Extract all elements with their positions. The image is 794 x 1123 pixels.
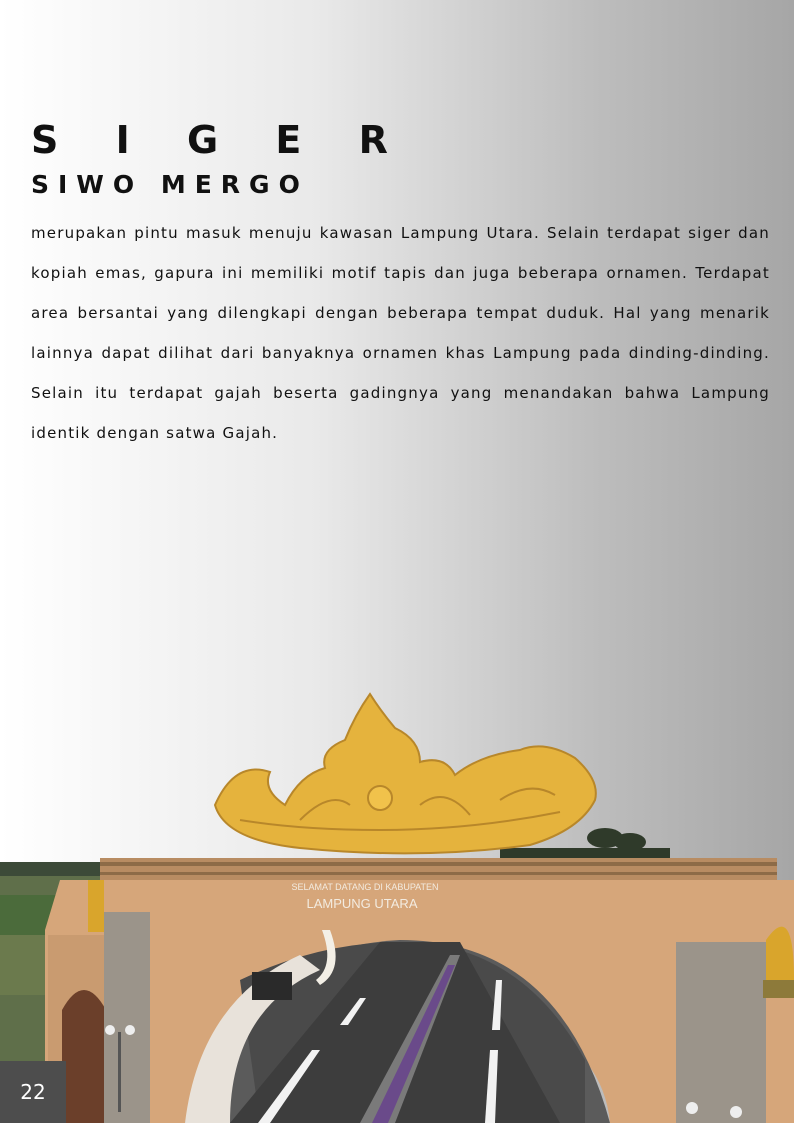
elephant-statue — [252, 972, 292, 1000]
gate-illustration — [0, 680, 794, 1123]
page-subtitle: SIWO MERGO — [31, 170, 309, 199]
siger-crown — [215, 694, 596, 853]
gate-sign-line-2: LAMPUNG UTARA — [306, 896, 418, 911]
left-gold-ornament — [88, 880, 104, 932]
gate-sign-line-1: SELAMAT DATANG DI KABUPATEN — [291, 882, 439, 892]
page-title: S I G E R — [31, 118, 410, 162]
gate-beam — [100, 858, 777, 880]
page-number: 22 — [0, 1061, 66, 1123]
description-paragraph: merupakan pintu masuk menuju kawasan Lampung Utara. Selain terdapat siger dan kopiah emas, gapura ini memiliki motif tapis dan juga beberapa ornamen. Terdapat area bersantai yang dilengkapi dengan beberapa tempat duduk. Hal yang menarik lainnya dapat dilihat dari banyaknya ornamen khas Lampung pada dinding-dinding. Selain itu terdapat gajah beserta gadingnya yang menandakan bahwa Lampung identik dengan satwa Gajah. — [31, 224, 770, 442]
stone-pillar-left — [104, 912, 150, 1123]
stone-pillar-right — [676, 942, 766, 1123]
